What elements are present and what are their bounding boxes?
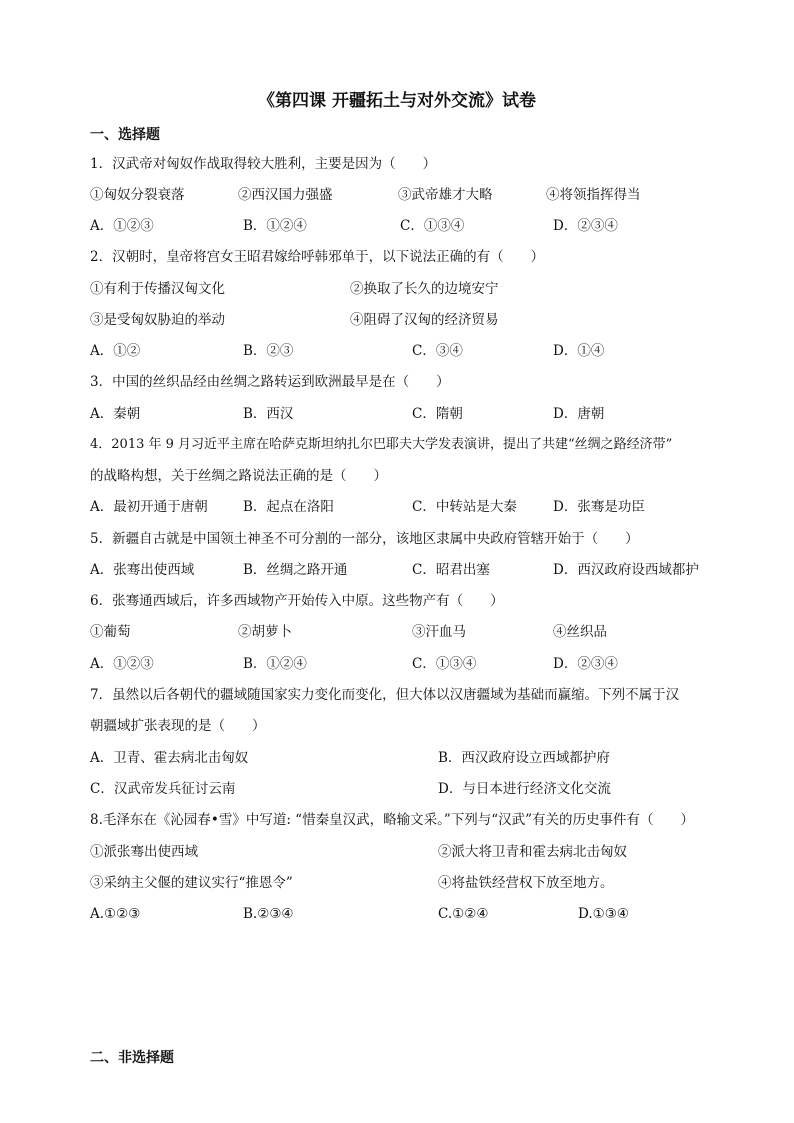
question-2-option-c[interactable]: C．③④ [412, 343, 463, 359]
question-6-option-c[interactable]: C．①③④ [412, 656, 477, 672]
question-2-option-d[interactable]: D．①④ [553, 343, 605, 359]
question-4-option-b[interactable]: B．起点在洛阳 [243, 499, 334, 515]
question-3-option-c[interactable]: C．隋朝 [412, 406, 463, 422]
question-1-stem: 1．汉武帝对匈奴作战取得较大胜利，主要是因为（ ） [90, 156, 437, 172]
question-6-item: ②胡萝卜 [238, 624, 292, 640]
question-2-item: ①有利于传播汉匈文化 [90, 281, 225, 297]
question-1-option-c[interactable]: C．①③④ [400, 218, 465, 234]
page-title: 《第四课 开疆拓土与对外交流》试卷 [258, 91, 536, 111]
question-4-stem-line1: 4．2013 年 9 月习近平主席在哈萨克斯坦纳扎尔巴耶夫大学发表演讲，提出了共建“丝绸之路经济带” [90, 437, 673, 452]
question-1-option-a[interactable]: A．①②③ [90, 218, 154, 234]
section-heading-choice: 一、选择题 [90, 127, 160, 143]
question-8-item: ④将盐铁经营权下放至地方。 [438, 875, 614, 891]
question-6-option-d[interactable]: D．②③④ [553, 656, 618, 672]
question-1-option-d[interactable]: D．②③④ [553, 218, 618, 234]
question-7-option-a[interactable]: A．卫青、霍去病北击匈奴 [90, 750, 249, 766]
question-2-item: ②换取了长久的边境安宁 [350, 281, 499, 297]
question-2-item: ④阻碍了汉匈的经济贸易 [350, 312, 499, 328]
question-1-option-b[interactable]: B．①②④ [243, 218, 307, 234]
question-7-stem-line2: 朝疆域扩张表现的是（ ） [90, 718, 266, 734]
question-1-item: ③武帝雄才大略 [398, 187, 493, 203]
question-2-option-b[interactable]: B．②③ [243, 343, 294, 359]
question-3-option-a[interactable]: A．秦朝 [90, 406, 141, 422]
question-1-item: ②西汉国力强盛 [238, 187, 333, 203]
question-5-option-a[interactable]: A．张骞出使西域 [90, 562, 195, 578]
question-7-option-c[interactable]: C．汉武帝发兵征讨云南 [90, 781, 236, 797]
question-2-stem: 2．汉朝时，皇帝将宫女王昭君嫁给呼韩邪单于，以下说法正确的有（ ） [90, 249, 545, 265]
question-8-item: ②派大将卫青和霍去病北击匈奴 [438, 844, 627, 860]
question-3-option-d[interactable]: D．唐朝 [553, 406, 605, 422]
question-8-option-c[interactable]: C.①②④ [438, 906, 489, 922]
question-2-item: ③是受匈奴胁迫的举动 [90, 312, 225, 328]
question-6-option-b[interactable]: B．①②④ [243, 656, 307, 672]
question-1-item: ①匈奴分裂衰落 [90, 187, 185, 203]
question-4-option-c[interactable]: C．中转站是大秦 [412, 499, 517, 515]
question-7-option-d[interactable]: D．与日本进行经济文化交流 [438, 781, 611, 797]
question-4-option-a[interactable]: A．最初开通于唐朝 [90, 499, 208, 515]
question-3-stem: 3．中国的丝织品经由丝绸之路转运到欧洲最早是在（ ） [90, 374, 450, 390]
question-8-stem: 8.毛泽东在《沁园春•雪》中写道: “惜秦皇汉武，略输文采。”下列与“汉武”有关的历史事件有（ ） [90, 812, 695, 828]
question-2-option-a[interactable]: A．①② [90, 343, 141, 359]
question-8-option-b[interactable]: B.②③④ [243, 906, 294, 922]
question-6-item: ①葡萄 [90, 624, 131, 640]
question-8-option-d[interactable]: D.①③④ [578, 906, 629, 922]
question-8-item: ③采纳主父偃的建议实行“推恩令” [90, 875, 293, 891]
question-5-option-d[interactable]: D．西汉政府设西域都护 [553, 562, 699, 578]
question-5-stem: 5．新疆自古就是中国领土神圣不可分割的一部分，该地区隶属中央政府管辖开始于（ ） [90, 531, 639, 547]
question-6-option-a[interactable]: A．①②③ [90, 656, 154, 672]
question-7-stem-line1: 7．虽然以后各朝代的疆域随国家实力变化而变化，但大体以汉唐疆域为基础而赢缩。下列不属于汉 [90, 687, 680, 703]
question-5-option-b[interactable]: B．丝绸之路开通 [243, 562, 348, 578]
question-8-option-a[interactable]: A.①②③ [90, 906, 141, 922]
question-1-item: ④将领指挥得当 [546, 187, 641, 203]
question-6-item: ④丝织品 [553, 624, 607, 640]
question-3-option-b[interactable]: B．西汉 [243, 406, 294, 422]
question-8-item: ①派张骞出使西域 [90, 844, 198, 860]
question-4-stem-line2: 的战略构想，关于丝绸之路说法正确的是（ ） [90, 468, 387, 484]
question-6-item: ③汗血马 [412, 624, 466, 640]
question-5-option-c[interactable]: C．昭君出塞 [412, 562, 490, 578]
section-heading-nonchoice: 二、非选择题 [90, 1050, 174, 1066]
question-7-option-b[interactable]: B．西汉政府设立西域都护府 [438, 750, 610, 766]
question-4-option-d[interactable]: D．张骞是功臣 [553, 499, 645, 515]
question-6-stem: 6．张骞通西域后，许多西域物产开始传入中原。这些物产有（ ） [90, 593, 504, 609]
